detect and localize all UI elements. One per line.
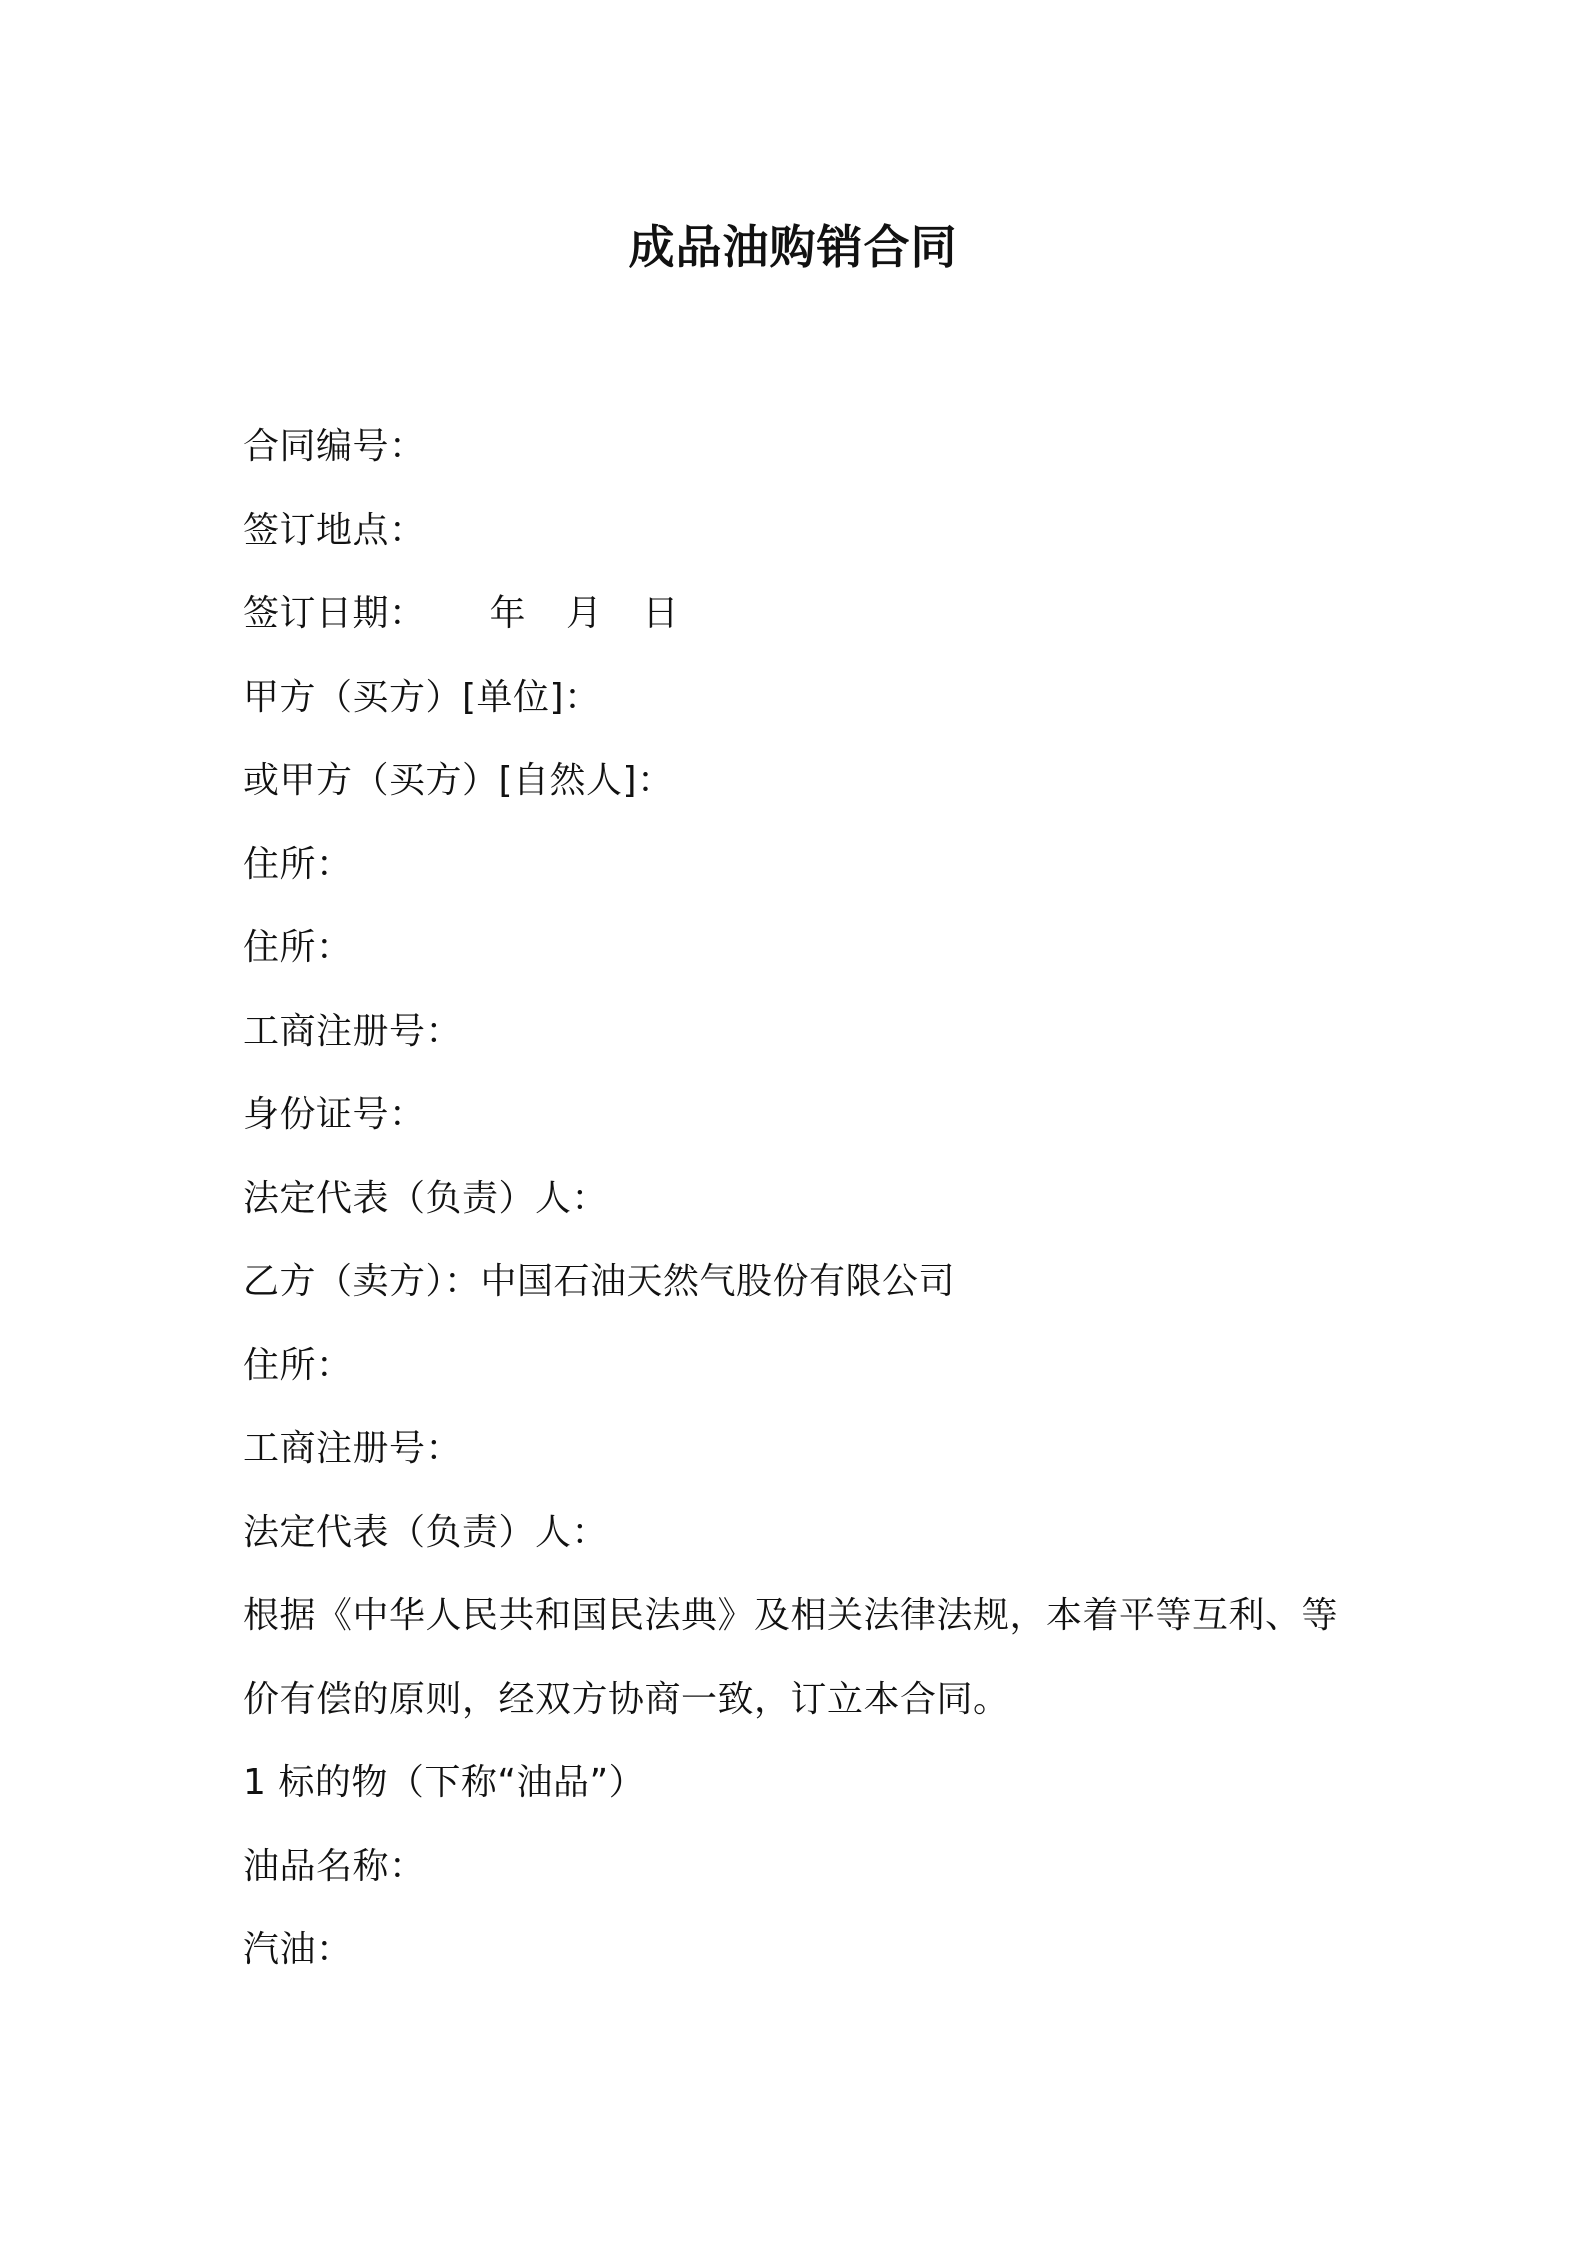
- party-b-address: 住所：: [243, 1344, 353, 1386]
- contract-number-field: 合同编号：: [243, 426, 426, 467]
- party-a-id-number: 身份证号：: [243, 1094, 426, 1135]
- section-1-heading: 1 标的物（下称“油品”）: [243, 1762, 646, 1803]
- sign-date-field: [243, 572, 1358, 656]
- party-a-legal-rep: 法定代表（负责）人：: [243, 1177, 609, 1219]
- party-a-address-1: 住所：: [243, 843, 353, 885]
- document-body: [243, 405, 1358, 1992]
- sign-place-field: 签订地点：: [243, 509, 426, 551]
- party-b-business-reg-no: 工商注册号：: [243, 1428, 463, 1469]
- date-month: 月: [566, 593, 603, 634]
- party-a-person-field: 或甲方（买方）[自然人]：: [243, 760, 674, 801]
- document-title: 成品油购销合同: [628, 220, 958, 274]
- party-a-unit-field: 甲方（买方）[单位]：: [243, 676, 601, 718]
- party-b-legal-rep: 法定代表（负责）人：: [243, 1511, 609, 1553]
- gasoline-field: 汽油：: [243, 1929, 353, 1970]
- date-year: 年: [489, 593, 527, 634]
- oil-name-field: 油品名称：: [243, 1845, 426, 1887]
- party-a-business-reg-no: 工商注册号：: [243, 1010, 463, 1052]
- party-b-field: 乙方（卖方）：中国石油天然气股份有限公司: [243, 1261, 956, 1302]
- party-a-address-2: 住所：: [243, 927, 353, 968]
- date-day: 日: [642, 593, 680, 634]
- sign-date-label: 签订日期：: [243, 593, 426, 634]
- preamble-paragraph: 根据《中华人民共和国民法典》及相关法律法规，本着平等互利、等价有偿的原则，经双方协商一致，订立本合同。: [243, 1595, 1339, 1720]
